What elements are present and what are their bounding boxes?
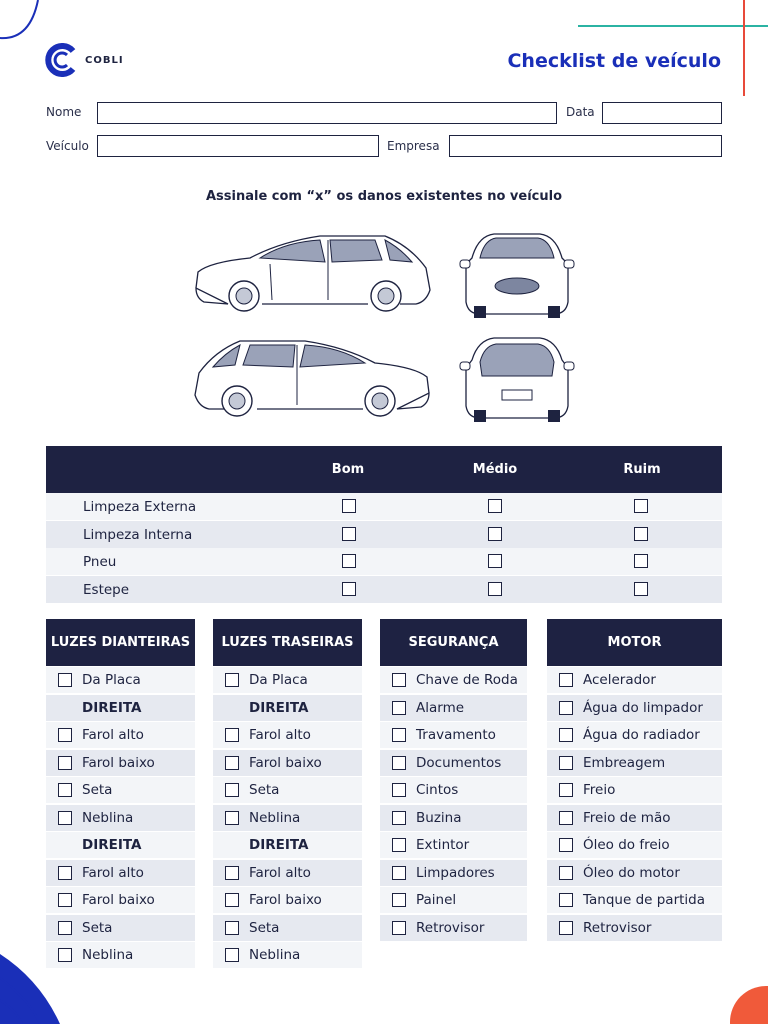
checklist-item[interactable] — [46, 860, 195, 886]
item-label: Retrovisor — [416, 919, 485, 936]
item-checkbox[interactable] — [392, 728, 406, 742]
car-side-left-diagram[interactable] — [190, 228, 435, 318]
item-label: Da Placa — [82, 672, 141, 688]
item-label: Óleo do motor — [583, 864, 680, 881]
veiculo-field[interactable] — [97, 135, 379, 157]
item-checkbox[interactable] — [392, 673, 406, 687]
item-label: Neblina — [82, 947, 134, 963]
ruim-checkbox[interactable] — [634, 499, 648, 513]
checklist-item[interactable] — [380, 750, 527, 776]
item-checkbox[interactable] — [559, 673, 573, 687]
checklist-item[interactable] — [380, 805, 527, 831]
ruim-checkbox[interactable] — [634, 554, 648, 568]
item-checkbox[interactable] — [559, 728, 573, 742]
checklist-item[interactable] — [547, 750, 722, 776]
item-checkbox[interactable] — [58, 673, 72, 687]
item-checkbox[interactable] — [58, 948, 72, 962]
item-label: Neblina — [249, 809, 301, 826]
column-header: MOTOR — [547, 619, 722, 666]
empresa-field[interactable] — [449, 135, 722, 157]
header-ruim: Ruim — [623, 462, 661, 477]
column-header: LUZES TRASEIRAS — [213, 619, 362, 666]
checklist-item[interactable] — [46, 667, 195, 693]
checklist-item[interactable] — [46, 777, 195, 803]
item-label: Seta — [82, 782, 113, 798]
item-checkbox[interactable] — [225, 948, 239, 962]
section-subheading — [213, 695, 362, 721]
checklist-item[interactable] — [547, 805, 722, 831]
checklist-item[interactable] — [213, 722, 362, 748]
checklist-item[interactable] — [213, 860, 362, 886]
item-checkbox[interactable] — [392, 921, 406, 935]
item-label: Farol alto — [82, 727, 144, 743]
header-bom: Bom — [331, 462, 365, 477]
item-checkbox[interactable] — [392, 866, 406, 880]
item-label: Documentos — [416, 754, 502, 771]
item-label: Neblina — [249, 947, 301, 963]
checklist-item[interactable] — [46, 887, 195, 913]
item-label: Travamento — [416, 727, 496, 743]
checklist-item[interactable] — [547, 722, 722, 748]
checklist-item[interactable] — [380, 667, 527, 693]
car-rear-diagram[interactable] — [458, 334, 576, 422]
item-checkbox[interactable] — [58, 756, 72, 770]
checklist-item[interactable] — [547, 915, 722, 941]
item-checkbox[interactable] — [392, 893, 406, 907]
checklist-item[interactable] — [547, 667, 722, 693]
item-checkbox[interactable] — [559, 783, 573, 797]
empresa-label: Empresa — [387, 139, 440, 153]
item-checkbox[interactable] — [58, 893, 72, 907]
condition-row-label: Pneu — [83, 554, 117, 570]
data-label: Data — [566, 105, 595, 119]
item-checkbox[interactable] — [559, 893, 573, 907]
item-checkbox[interactable] — [58, 783, 72, 797]
item-label: Seta — [249, 782, 280, 798]
item-label: DIREITA — [82, 699, 142, 716]
item-label: DIREITA — [82, 837, 142, 853]
item-label: Freio de mão — [583, 809, 671, 826]
checklist-item[interactable] — [380, 887, 527, 913]
item-label: Embreagem — [583, 754, 666, 771]
item-label: Freio — [583, 782, 616, 798]
item-label: Alarme — [416, 699, 465, 716]
condition-row-label: Limpeza Interna — [83, 526, 193, 543]
car-side-right-diagram[interactable] — [190, 333, 435, 423]
item-label: Cintos — [416, 782, 459, 798]
item-label: Painel — [416, 892, 457, 908]
condition-row — [46, 521, 722, 548]
item-checkbox[interactable] — [58, 728, 72, 742]
item-label: Óleo do freio — [583, 837, 670, 853]
checklist-item[interactable] — [380, 915, 527, 941]
condition-row — [46, 493, 722, 520]
item-label: Tanque de partida — [583, 892, 706, 908]
item-checkbox[interactable] — [225, 673, 239, 687]
checklist-item[interactable] — [547, 695, 722, 721]
item-label: Seta — [82, 919, 113, 936]
item-checkbox[interactable] — [559, 701, 573, 715]
checklist-item[interactable] — [213, 667, 362, 693]
checklist-item[interactable] — [547, 777, 722, 803]
bottom-right-circle-decoration — [728, 984, 768, 1024]
condition-table-header — [46, 446, 722, 493]
item-label: Farol baixo — [82, 892, 155, 908]
medio-checkbox[interactable] — [488, 499, 502, 513]
column-header: LUZES DIANTEIRAS — [46, 619, 195, 666]
item-label: Limpadores — [416, 864, 495, 881]
item-label: DIREITA — [249, 837, 309, 853]
section-subheading — [46, 695, 195, 721]
item-label: Da Placa — [249, 672, 308, 688]
ruim-checkbox[interactable] — [634, 527, 648, 541]
checklist-item[interactable] — [213, 942, 362, 968]
item-checkbox[interactable] — [559, 756, 573, 770]
item-checkbox[interactable] — [225, 783, 239, 797]
section-subheading — [213, 832, 362, 858]
checklist-item[interactable] — [547, 887, 722, 913]
item-label: Seta — [249, 919, 280, 936]
item-label: Farol baixo — [249, 754, 322, 771]
item-checkbox[interactable] — [225, 893, 239, 907]
item-label: Extintor — [416, 837, 470, 853]
item-checkbox[interactable] — [225, 921, 239, 935]
column-header: SEGURANÇA — [380, 619, 527, 666]
checklist-item[interactable] — [547, 860, 722, 886]
item-checkbox[interactable] — [225, 811, 239, 825]
item-label: Farol alto — [249, 727, 311, 743]
item-checkbox[interactable] — [58, 866, 72, 880]
bom-checkbox[interactable] — [342, 554, 356, 568]
item-label: Farol alto — [249, 864, 311, 881]
condition-row-label: Estepe — [83, 581, 130, 598]
checklist-item[interactable] — [213, 887, 362, 913]
header-medio: Médio — [472, 462, 518, 477]
checklist-item[interactable] — [46, 722, 195, 748]
checklist-item[interactable] — [213, 805, 362, 831]
item-checkbox[interactable] — [58, 811, 72, 825]
car-front-diagram[interactable] — [458, 230, 576, 318]
item-checkbox[interactable] — [559, 866, 573, 880]
cobli-logo-icon — [45, 43, 79, 77]
condition-row — [46, 576, 722, 603]
item-checkbox[interactable] — [559, 838, 573, 852]
item-checkbox[interactable] — [392, 756, 406, 770]
condition-row — [46, 548, 722, 575]
bom-checkbox[interactable] — [342, 499, 356, 513]
bom-checkbox[interactable] — [342, 527, 356, 541]
damage-instruction: Assinale com “x” os danos existentes no veículo — [205, 189, 563, 204]
item-label: Farol baixo — [249, 892, 322, 908]
checklist-item[interactable] — [380, 777, 527, 803]
checklist-item[interactable] — [46, 942, 195, 968]
item-checkbox[interactable] — [225, 866, 239, 880]
condition-row-label: Limpeza Externa — [83, 499, 197, 515]
checklist-item[interactable] — [380, 695, 527, 721]
item-label: Neblina — [82, 809, 134, 826]
checklist-item[interactable] — [380, 832, 527, 858]
item-label: Farol baixo — [82, 754, 155, 771]
veiculo-label: Veículo — [46, 139, 89, 153]
item-label: Farol alto — [82, 864, 144, 881]
checklist-item[interactable] — [46, 915, 195, 941]
checklist-item[interactable] — [380, 860, 527, 886]
item-checkbox[interactable] — [58, 921, 72, 935]
page-title: Checklist de veículo — [507, 50, 721, 72]
medio-checkbox[interactable] — [488, 527, 502, 541]
brand-name: COBLI — [85, 54, 124, 66]
item-label: DIREITA — [249, 699, 309, 716]
item-checkbox[interactable] — [392, 838, 406, 852]
item-label: Acelerador — [583, 672, 656, 688]
item-checkbox[interactable] — [392, 783, 406, 797]
bom-checkbox[interactable] — [342, 582, 356, 596]
item-label: Água do radiador — [583, 727, 700, 743]
brand-logo — [45, 43, 124, 77]
checklist-item[interactable] — [547, 832, 722, 858]
medio-checkbox[interactable] — [488, 582, 502, 596]
checklist-item[interactable] — [213, 777, 362, 803]
item-label: Buzina — [416, 809, 462, 826]
item-checkbox[interactable] — [225, 728, 239, 742]
checklist-item[interactable] — [380, 722, 527, 748]
item-checkbox[interactable] — [392, 701, 406, 715]
item-checkbox[interactable] — [559, 811, 573, 825]
checklist-item[interactable] — [213, 750, 362, 776]
item-checkbox[interactable] — [225, 756, 239, 770]
item-checkbox[interactable] — [392, 811, 406, 825]
item-label: Água do limpador — [583, 699, 703, 716]
item-label: Chave de Roda — [416, 672, 518, 688]
data-field[interactable] — [602, 102, 722, 124]
medio-checkbox[interactable] — [488, 554, 502, 568]
section-subheading — [46, 832, 195, 858]
item-label: Retrovisor — [583, 919, 652, 936]
nome-label: Nome — [46, 105, 82, 119]
ruim-checkbox[interactable] — [634, 582, 648, 596]
checklist-item[interactable] — [213, 915, 362, 941]
checklist-item[interactable] — [46, 805, 195, 831]
nome-field[interactable] — [97, 102, 557, 124]
checklist-item[interactable] — [46, 750, 195, 776]
item-checkbox[interactable] — [559, 921, 573, 935]
